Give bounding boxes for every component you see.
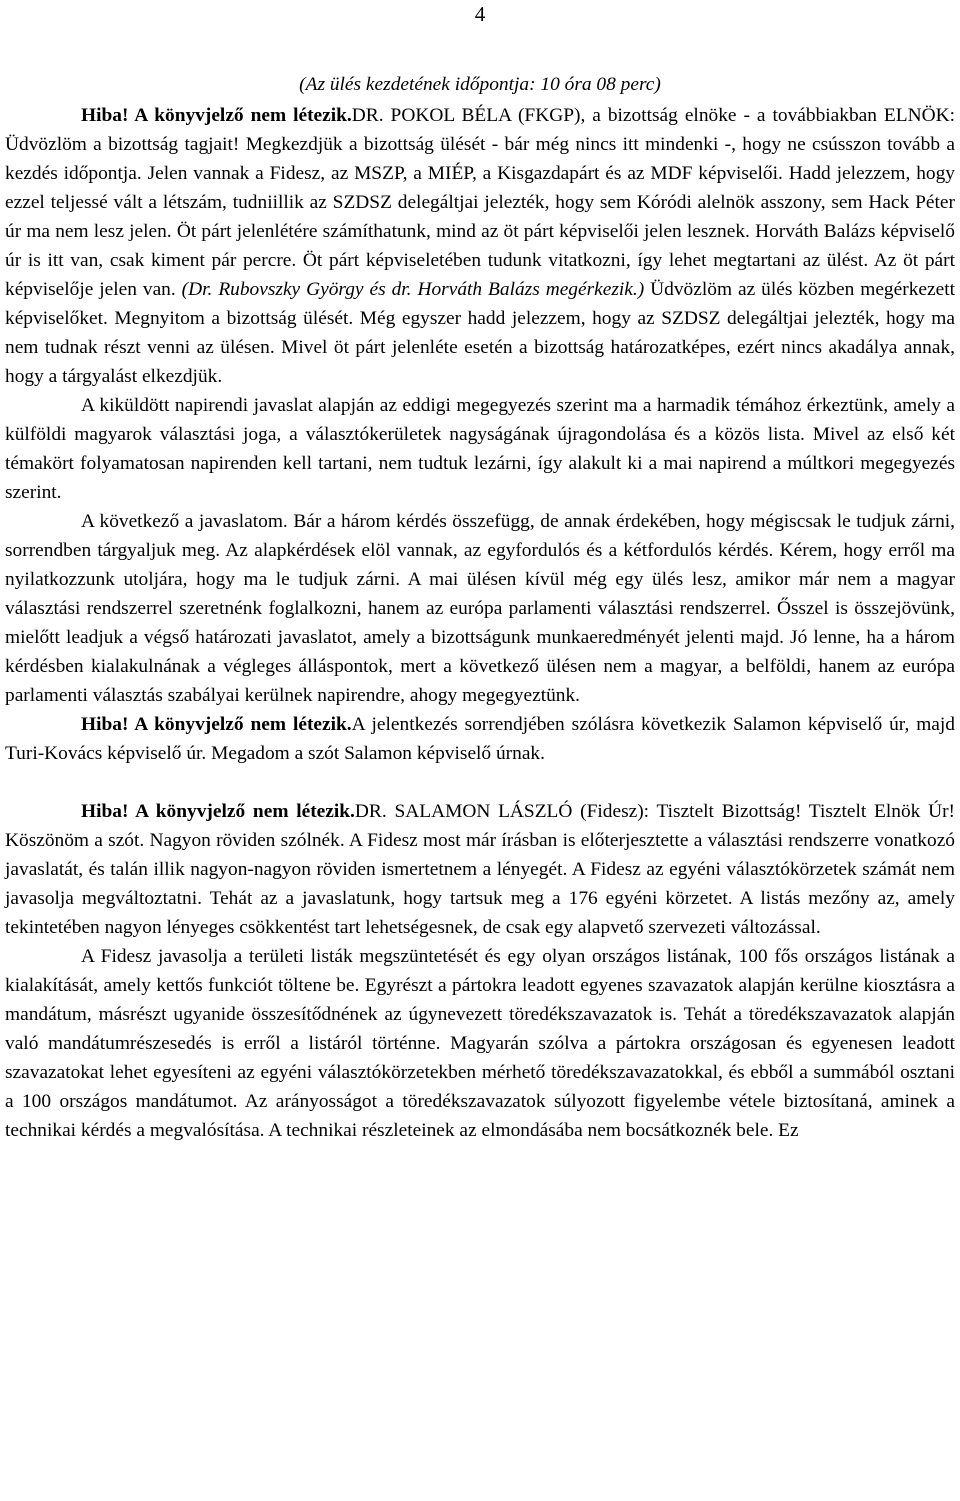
paragraph-text: Tisztelt Bizottság! Tisztelt Elnök Úr! Köszönöm a szót. Nagyon röviden szólnék. A Fidesz most már írásban is előterjesztette a választási rendszerre vonatkozó javaslatát, és talán illik nagyon-nagyon röviden ismertetnem a lényegét. A Fidesz az egyéni választókörzetek számát nem javasolja megváltoztatni. Tehát az a javaslatunk, hogy tartsuk meg a 176 egyéni körzetet. A listás mezőny az, amely tekintetében nagyon lényeges csökkentést tart lehetségesnek, de csak egy alapvető szervezeti változással.: [5, 801, 956, 938]
paragraph-text: Üdvözlöm az ülés közben megérkezett képviselőket. Megnyitom a bizottság ülését. Még egyszer hadd jelezzem, hogy az SZDSZ delegáltjai jelezték, hogy ma nem tudnak részt venni az ülésen. Mivel öt párt jelenléte esetén a bizottság határozatképes, ezért nincs akadálya annak, hogy a tárgyalást elkezdjük.: [5, 279, 955, 387]
paragraph-agenda: A kiküldött napirendi javaslat alapján az eddigi megegyezés szerint ma a harmadik témához érkeztünk, amely a külföldi magyarok választási joga, a választókerületek nagyságának újragondolása és a közös lista. Mivel az első két témakört folyamatosan napirenden kell tartani, nem tudtuk lezárni, így alakult ki a mai napirend a múltkori megegyezés szerint.: [5, 395, 955, 503]
paragraph-fidesz-proposal: A Fidesz javasolja a területi listák megszüntetését és egy olyan országos listának, 100 fős országos listának a kialakítását, amely kettős funkciót töltene be. Egyrészt a pártokra leadott egyenes szavazatok alapján kerülne kiosztásra a mandátum, másrészt ugyanide összesítődnének az úgynevezett töredékszavazatok is. Tehát a töredékszavazatok alapján való mandátumrészesedés is erről a listáról történne. Magyarán szólva a pártokra országosan és egyenesen leadott szavazatokat lehet egyesíteni az egyéni választókörzetekben mérhető töredékszavazatokkal, és ebből a summából osztani a 100 országos mandátumot. Az arányosságot a töredékszavazatok súlyozott figyelembe vétele biztosítaná, aminek a technikai kérdés a megvalósítása. A technikai részleteinek az elmondásába nem bocsátkoznék bele. Ez: [5, 946, 955, 1141]
paragraph-text: Üdvözlöm a bizottság tagjait! Megkezdjük a bizottság ülését - bár még nincs itt mindenki -, hogy ne csússzon tovább a kezdés időpontja. Jelen vannak a Fidesz, az MSZP, a MIÉP, a Kisgazdapárt és az MDF képviselői. Hadd jelezzem, hogy ezzel teljessé vált a létszám, tudniillik az SZDSZ delegáltjai jelezték, hogy sem Kóródi alelnök asszony, sem Hack Péter úr ma nem lesz jelen. Öt párt jelenlétére számíthatunk, mind az öt párt képviselői jelen lesznek. Horváth Balázs képviselő úr is itt van, csak kiment pár percre. Öt párt képviseletében tudunk vitatkozni, így lehet megtartani az ülést. Az öt párt képviselője jelen van.: [5, 134, 955, 300]
paragraph-text: A jelentkezés sorrendjében szólásra következik Salamon képviselő úr, majd Turi-Kovács képviselő úr. Megadom a szót Salamon képviselő úrnak.: [5, 714, 955, 764]
paragraph-speaker-order: [5, 710, 955, 768]
bookmark-error: Hiba! A könyvjelző nem létezik.: [81, 801, 355, 822]
page-number: 4: [474, 2, 486, 26]
session-start-time: (Az ülés kezdetének időpontja: 10 óra 08 perc): [299, 74, 661, 95]
speaker-salamon: DR. SALAMON LÁSZLÓ (Fidesz):: [354, 801, 650, 822]
speaker-chair: DR. POKOL BÉLA (FKGP), a bizottság elnöke - a továbbiakban ELNÖK:: [351, 105, 956, 126]
transcript-body: [5, 101, 955, 1145]
paragraph-proposal: A következő a javaslatom. Bár a három kérdés összefügg, de annak érdekében, hogy mégiscsak le tudjuk zárni, sorrendben tárgyaljuk meg. Az alapkérdések elöl vannak, az egyfordulós és a kétfordulós kérdés. Kérem, hogy erről ma nyilatkozzunk utoljára, hogy ma le tudjuk zárni. A mai ülésen kívül még egy ülés lesz, amikor már nem a magyar választási rendszerrel szeretnénk foglalkozni, hanem az európa parlamenti választási rendszerrel. Ősszel is összejövünk, mielőtt leadjuk a végső határozati javaslatot, amely a bizottságunk munkaeredményét jelenti majd. Jó lenne, ha a három kérdésben kialakulnának a végleges álláspontok, mert a következő ülésen nem a magyar, a belföldi, hanem az európa parlamenti választás szabályai kerülnek napirendre, ahogy megegyeztünk.: [5, 511, 955, 706]
paragraph-salamon-speech: [5, 797, 955, 942]
stage-direction: (Dr. Rubovszky György és dr. Horváth Balázs megérkezik.): [181, 279, 645, 300]
paragraph-chair-opening: [5, 101, 955, 391]
bookmark-error: Hiba! A könyvjelző nem létezik.: [81, 714, 352, 735]
bookmark-error: Hiba! A könyvjelző nem létezik.: [81, 105, 352, 126]
